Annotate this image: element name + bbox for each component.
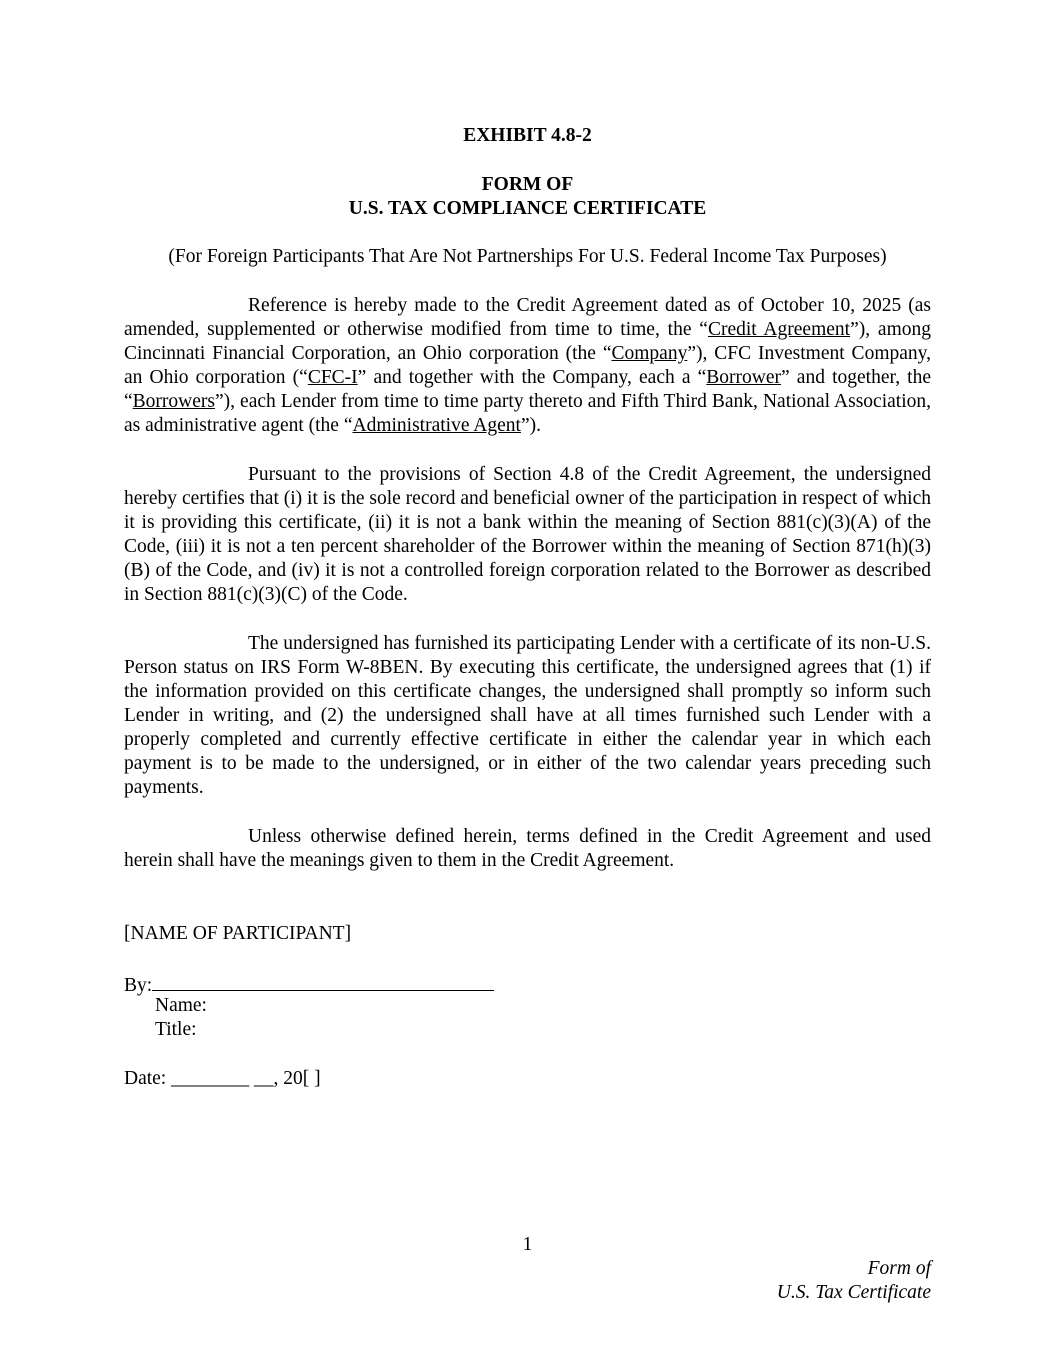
paragraph-text: ”), CFC Investment Company, an Ohio corporation (“: [124, 343, 931, 388]
exhibit-heading: EXHIBIT 4.8-2: [463, 125, 592, 146]
title-label: Title:: [155, 1019, 197, 1040]
defined-term-administrative-agent: Administrative Agent: [352, 415, 521, 436]
defined-term-company: Company: [611, 343, 688, 364]
date-line: Date: ________ __, 20[ ]: [124, 1068, 321, 1089]
participant-name-placeholder: [NAME OF PARTICIPANT]: [124, 923, 352, 944]
paragraph-w8ben: [124, 632, 931, 800]
footer-form-of: Form of: [867, 1258, 931, 1279]
paragraph-text: Reference is hereby made to the Credit Agreement dated as of October 10, 2025 (as amended, supplemented or otherwise modified from time to time, the “: [124, 295, 931, 340]
paragraph-text: ”).: [520, 415, 541, 436]
by-label: By:: [124, 975, 153, 996]
defined-term-borrowers: Borrowers: [132, 391, 215, 412]
certificate-subtitle: (For Foreign Participants That Are Not Partnerships For U.S. Federal Income Tax Purposes): [168, 246, 887, 267]
defined-term-borrower: Borrower: [706, 367, 782, 388]
paragraph-text: ”), among Cincinnati Financial Corporation, an Ohio corporation (the “: [124, 319, 931, 364]
form-of-heading: FORM OF: [481, 174, 574, 195]
paragraph-text: ”), each Lender from time to time party thereto and Fifth Third Bank, National Association, as administrative agent (the “: [124, 391, 931, 436]
paragraph-text: Unless otherwise defined herein, terms defined in the Credit Agreement and used herein shall have the meanings given to them in the Credit Agreement.: [124, 826, 931, 871]
paragraph-definitions: [124, 825, 931, 873]
signature-line: [152, 970, 494, 991]
paragraph-reference: [124, 294, 931, 438]
footer-form-name: U.S. Tax Certificate: [776, 1282, 931, 1303]
certificate-title: U.S. TAX COMPLIANCE CERTIFICATE: [348, 198, 707, 219]
paragraph-text: ” and together with the Company, each a “: [357, 367, 707, 388]
page-number: 1: [522, 1234, 533, 1255]
paragraph-text: ” and together, the “: [124, 367, 932, 412]
name-label: Name:: [155, 995, 207, 1016]
defined-term-cfc-i: CFC-I: [307, 367, 358, 388]
paragraph-text: Pursuant to the provisions of Section 4.8 of the Credit Agreement, the undersigned hereby certifies that (i) it is the sole record and beneficial owner of the participation in respect of which it is providing this certificate, (ii) it is not a bank within the meaning of Section 881(c)(3)(A) of the Code, (iii) it is not a ten percent shareholder of the Borrower within the meaning of Section 871(h)(3)(B) of the Code, and (iv) it is not a controlled foreign corporation related to the Borrower as described in Section 881(c)(3)(C) of the Code.: [124, 464, 931, 605]
paragraph-certification: [124, 463, 931, 607]
paragraph-text: The undersigned has furnished its participating Lender with a certificate of its non-U.S. Person status on IRS Form W-8BEN. By executing this certificate, the undersigned agrees that (1) if the information provided on this certificate changes, the undersigned shall promptly so inform such Lender in writing, and (2) the undersigned shall have at all times furnished such Lender with a properly completed and currently effective certificate in either the calendar year in which each payment is to be made to the undersigned, or in either of the two calendar years preceding such payments.: [124, 633, 931, 798]
defined-term-credit-agreement: Credit Agreement: [707, 319, 851, 340]
